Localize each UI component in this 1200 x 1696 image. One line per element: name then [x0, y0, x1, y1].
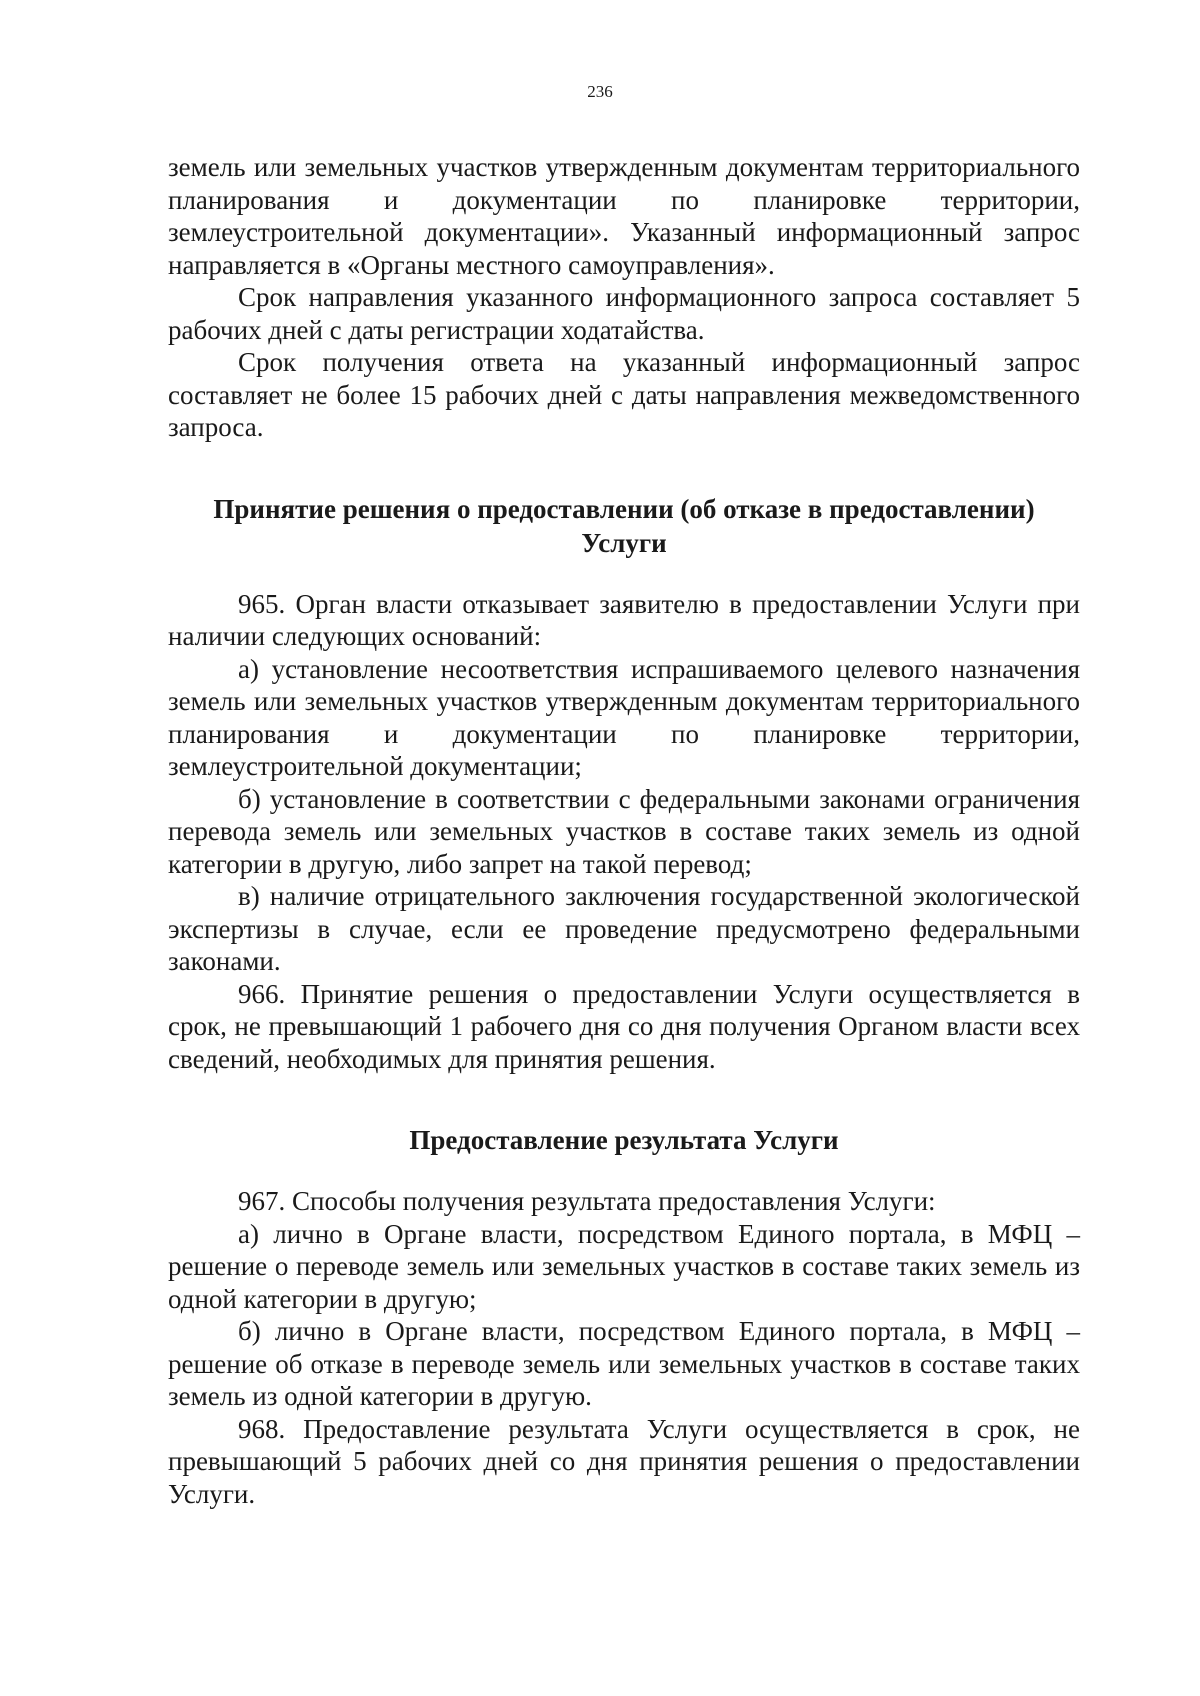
paragraph: Срок направления указанного информационного запроса составляет 5 рабочих дней с даты регистрации ходатайства. [168, 282, 1080, 345]
list-item-b: б) установление в соответствии с федеральными законами ограничения перевода земель или земельных участков в составе таких земель из одной категории в другую, либо запрет на такой перевод; [168, 783, 1080, 879]
heading-line: Принятие решения о предоставлении (об отказе в предоставлении) [213, 493, 1035, 524]
paragraph-966: 966. Принятие решения о предоставлении Услуги осуществляется в срок, не превышающий 1 рабочего дня со дня получения Органом власти всех сведений, необходимых для принятия решения. [168, 978, 1080, 1074]
paragraph-967: 967. Способы получения результата предоставления Услуги: [238, 1186, 936, 1216]
paragraph: Срок получения ответа на указанный информационный запрос составляет не более 15 рабочих дней с даты направления межведомственного запроса. [168, 347, 1080, 442]
list-item-b: б) лично в Органе власти, посредством Единого портала, в МФЦ – решение об отказе в переводе земель или земельных участков в составе таких земель из одной категории в другую. [168, 1316, 1080, 1411]
spacer [168, 560, 1080, 588]
paragraph-965: 965. Орган власти отказывает заявителю в предоставлении Услуги при наличии следующих оснований: [168, 588, 1080, 651]
spacer [168, 1157, 1080, 1185]
continuation-paragraph: земель или земельных участков утвержденным документам территориального планирования и документации по планировке территории, землеустроительной документации». Указанный информационный запрос направляется в «Органы местного самоуправления». [168, 152, 1080, 280]
list-item-a: а) установление несоответствия испрашиваемого целевого назначения земель или земельных участков утвержденным документам территориального планирования и документации по планировке территории, землеустроительной документации; [168, 653, 1080, 781]
list-item-a: а) лично в Органе власти, посредством Единого портала, в МФЦ – решение о переводе земель или земельных участков в составе таких земель из одной категории в другую; [168, 1218, 1080, 1314]
page-number: 236 [587, 82, 613, 101]
spacer [168, 444, 1080, 492]
list-item-c: в) наличие отрицательного заключения государственной экологической экспертизы в случае, если ее проведение предусмотрено федеральными законами. [168, 881, 1080, 976]
page-content [168, 151, 1080, 1510]
paragraph-968: 968. Предоставление результата Услуги осуществляется в срок, не превышающий 5 рабочих дней со дня принятия решения о предоставлении Услуги. [168, 1413, 1080, 1509]
section-heading-result: Предоставление результата Услуги [409, 1125, 839, 1155]
section-heading-decision [168, 492, 1080, 560]
spacer [168, 1075, 1080, 1123]
heading-line: Услуги [581, 527, 667, 558]
